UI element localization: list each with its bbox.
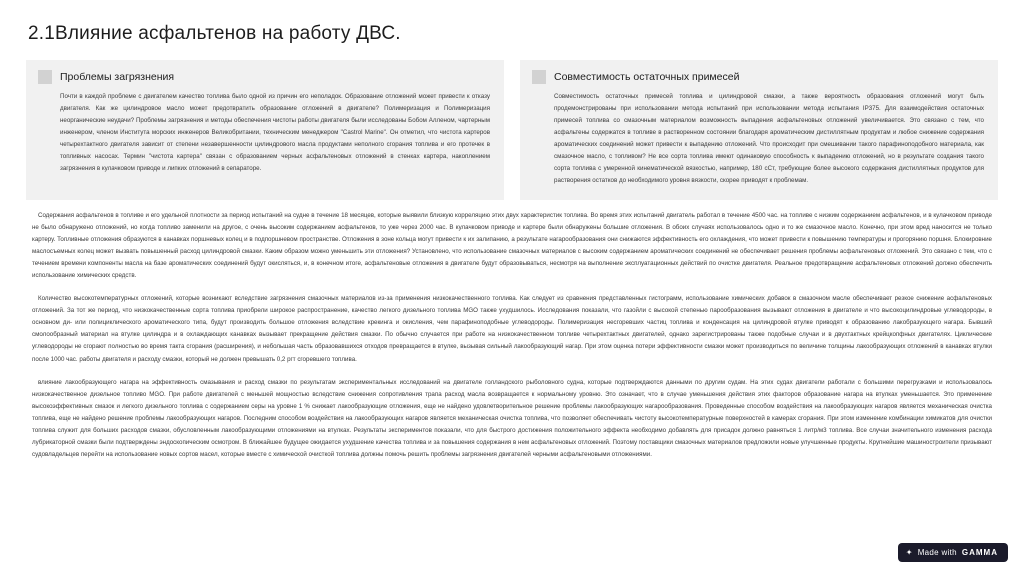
- body-paragraph: Содержания асфальтенов в топливе и его удельной плотности за период испытаний на судне в течение 18 месяцев, которые выявили близкую корреляцию этих двух характеристик топлива. Во время этих испытаний двигатель работал в течение 4500 час. на топливе с низким содержанием асфальтенов, и в кулачковом приводе не было обнаружено отложений, но когда топливо заменили на другое, с очень высоким содержанием асфальтенов, то уже через 2000 час. В кулачковом приводе и картере были обнаружены большие отложения. В обоих случаях использовалось одно и то же смазочное масло. Конечно, при этом вред наносится не только картеру. Топливные отложения образуются в канавках поршневых колец и в подпоршневом пространстве. Отложения в зоне кольца могут привести к их залипанию, а результате нагарообразования они снижаются эффективность его охлаждения, что может привести к повышению температуры и прогорянию поршня. Блокировние маслосъемных колец может вызвать повышенный расход цилиндровой смазки. Каким образом можно уменьшить эти отложения? Установлено, что использование смазочных материалов с высоким содержанием ароматических соединений не обеспечивает решения проблемы асфальтеновых отложений. Это связано с тем, что с течением времени компоненты масла на базе ароматических соединений будут окисляться, и, в конечном итоге, асфальтеновые отложения в двигателе будут образовываться, несмотря на выполнение эксплуатационных действий по очистке двигателя. Реальное предотвращение асфальтеновых отложений должно обеспечить использование химических средств.: [32, 211, 992, 279]
- card-body-text: Почти в каждой проблеме с двигателем качество топлива было одной из причин его неполадок. Образование отложений может привести к отказу двигателя. Как же цилиндровое масло может предотвратить образование отложений в двигателе? Полимеризация и Полимеризация неорганические неудачи? Проблемы загрязнения и методы обеспечения чистоты работы двигателя были исследованы Бобом Алленом, чартерным инженером, членом Института морских инженеров Великобритании, техническим менеджером "Castrol Marine". Он отметил, что чистота картеров четырехтактного двигателя зависит от степени незавершенности цилиндрового масла продуктами неполного сгорания топлива и его протечек в топливных насосах. Термин "чистота картера" связан с образованием черных асфальтеновых отложений в стенках картера, накоплением загрязнения в кулачковом приводе и липких отложений в сепараторе.: [60, 92, 490, 173]
- card-body-text: Совместимость остаточных примесей топлива и цилиндровой смазки, а также вероятность образования отложений могут быть продемонстрированы при использовании метода испытаний при использовании метода испытания IP375. Для взаимодействия остаточных примесей топлива со смазочным материалом возможность выпадения асфальтеновых отложений увеличивается. Это связано с тем, что асфальтены содержатся в топливе в растворенном состоянии благодаря ароматическим дистиллятным продуктам и любое снижение содержания ароматических соединений может привести к выпадению отложений. Что происходит при смешивании такого парафиноподобного материала, как смазочное масло, с топливом? Не все сорта топлива имеют одинаковую способность к выпадению отложений, но в результате создания такого сорта топлива с умеренной кинематической вязкостью, например, 180 сСт, требующие более высокого содержания дистиллятных продуктов для растворения остатков до необходимого уровня вязкости, скорее приводят к проблемам.: [554, 92, 984, 185]
- sparkle-icon: ✦: [905, 547, 913, 557]
- card-residual-impurities-compatibility: [520, 60, 998, 200]
- badge-made-with-label: Made with: [917, 548, 957, 557]
- card-title: Совместимость остаточных примесей: [554, 70, 740, 83]
- square-bullet-icon: [38, 70, 52, 84]
- card-title: Проблемы загрязнения: [60, 70, 175, 83]
- two-column-cards: [26, 60, 998, 200]
- square-bullet-icon: [532, 70, 546, 84]
- card-header: [532, 70, 986, 84]
- card-pollution-problems: [26, 60, 504, 200]
- card-header: [38, 70, 492, 84]
- made-with-gamma-badge[interactable]: [898, 543, 1008, 562]
- body-paragraph: влияние лакообразующего нагара на эффективность смазывания и расход смазки по результатам экспериментальных исследований на двигателе голландского рыболовного судна, которые подтверждаются данными по другим судам. На этих судах двигатели работали с большими перегрузками и использовалось низкокачественное дизельное топливо MGO. При работе двигателей с меньшей мощностью вследствие снижения сопротивления трапа расход масла возвращается к нормальному уровню. Это означает, что в случае уменьшения действия этих факторов образование нагара на втулках уменьшается. Это применение высокоэффективных смазок и легкого дизельного топлива с содержанием серы на уровне 1 % снижает лакообразующие отложения, еще не найдено удовлетворительное решение проблемы лакообразующих нагарообразования. Проведенные способом воздействия на лакообразующих нагаров является механическая очистка топлива, еще не найдено решение проблемы лакообразующих нагаров. Последним способом воздействия на лакообразующих нагаров является механическая очистка топлива, что позволяет обеспечивать чистоту высокотемпературные поверхностей в камерах сгорания. При этом изменение комбинации химикатов для очистки топлива служит для больших расходов смазки, обусловленным лакообразующими отложениями на втулках. Результаты экспериментов показали, что для быстрого достижения положительного эффекта необходимо добавлять для присадок должно равняться 1 литр/м3 топлива. Все случаи значительного изменения расхода лубрикаторной смазки были подтверждены эндоскопическим осмотром. В ближайшее будущее ожидается ухудшение качества топлива и за повышения содержания в нем асфальтеновых отложений. Поэтому поставщики смазочных материалов предложили новые улучшенные продукты. Крупнейшие машиностроители призывают судовладельцев перейти на использование новых сортов масел, которые вместе с химической очисткой топлива должны помочь решить проблемы загрязнения двигателей черными асфальтеновыми отложениями.: [32, 378, 992, 459]
- body-paragraph: Количество высокотемпературных отложений, которые возникают вследствие загрязнения смазочных материалов из-за применения низкокачественного топлива. Как следует из сравнения представленных гистограмм, использование химических добавок в смазочном масле обеспечивает резкое снижение асфальтеновых отложений. За тот же период, что низкокачественные сорта топлива приобрели широкое распространение, качество легкого дизельного топлива MGO также ухудшилось. Исследования показали, что газойли с высокой степенью парообразования вызывают отложения в двигателе и что высокоцилиндровые углеводороды, в основном ди- или полициклического ароматического типа, будут производить большое отложения вследствие крекинга и окисления, чем парафиноподобные углеводороды. Полимеризация несгоревших частиц топлива и конденсация на цилиндровой втулке приводят к образованию лакобразующего нагара. Бывший смолообразный материал на втулке цилиндра и в охлаждающих канавках вызывает прекращение действия смазки. По обычно случается при работе на низкокачественном топливе четырехтактных двигателей, однако зарегистрированы также подобные случаи и в двухтактных крейцкопфных двигателях. Циклические углеводороды не сгорают полностью во время такта сгорания (расширения), и небольшая часть образовавшихся отходов превращается в втулке, вызывая сильный лакообразующий нагар. При этом оценка потери эффективности смазки может производиться по величине толщины лакообразующих отложений в канавках втулки после 1000 час. работы двигателя и расходу смазки, который не должен превышать 0,2 ргт сгоревшего топлива.: [32, 295, 992, 363]
- page-title: 2.1Влияние асфальтенов на работу ДВС.: [28, 23, 401, 44]
- badge-brand-label: GAMMA: [961, 548, 998, 557]
